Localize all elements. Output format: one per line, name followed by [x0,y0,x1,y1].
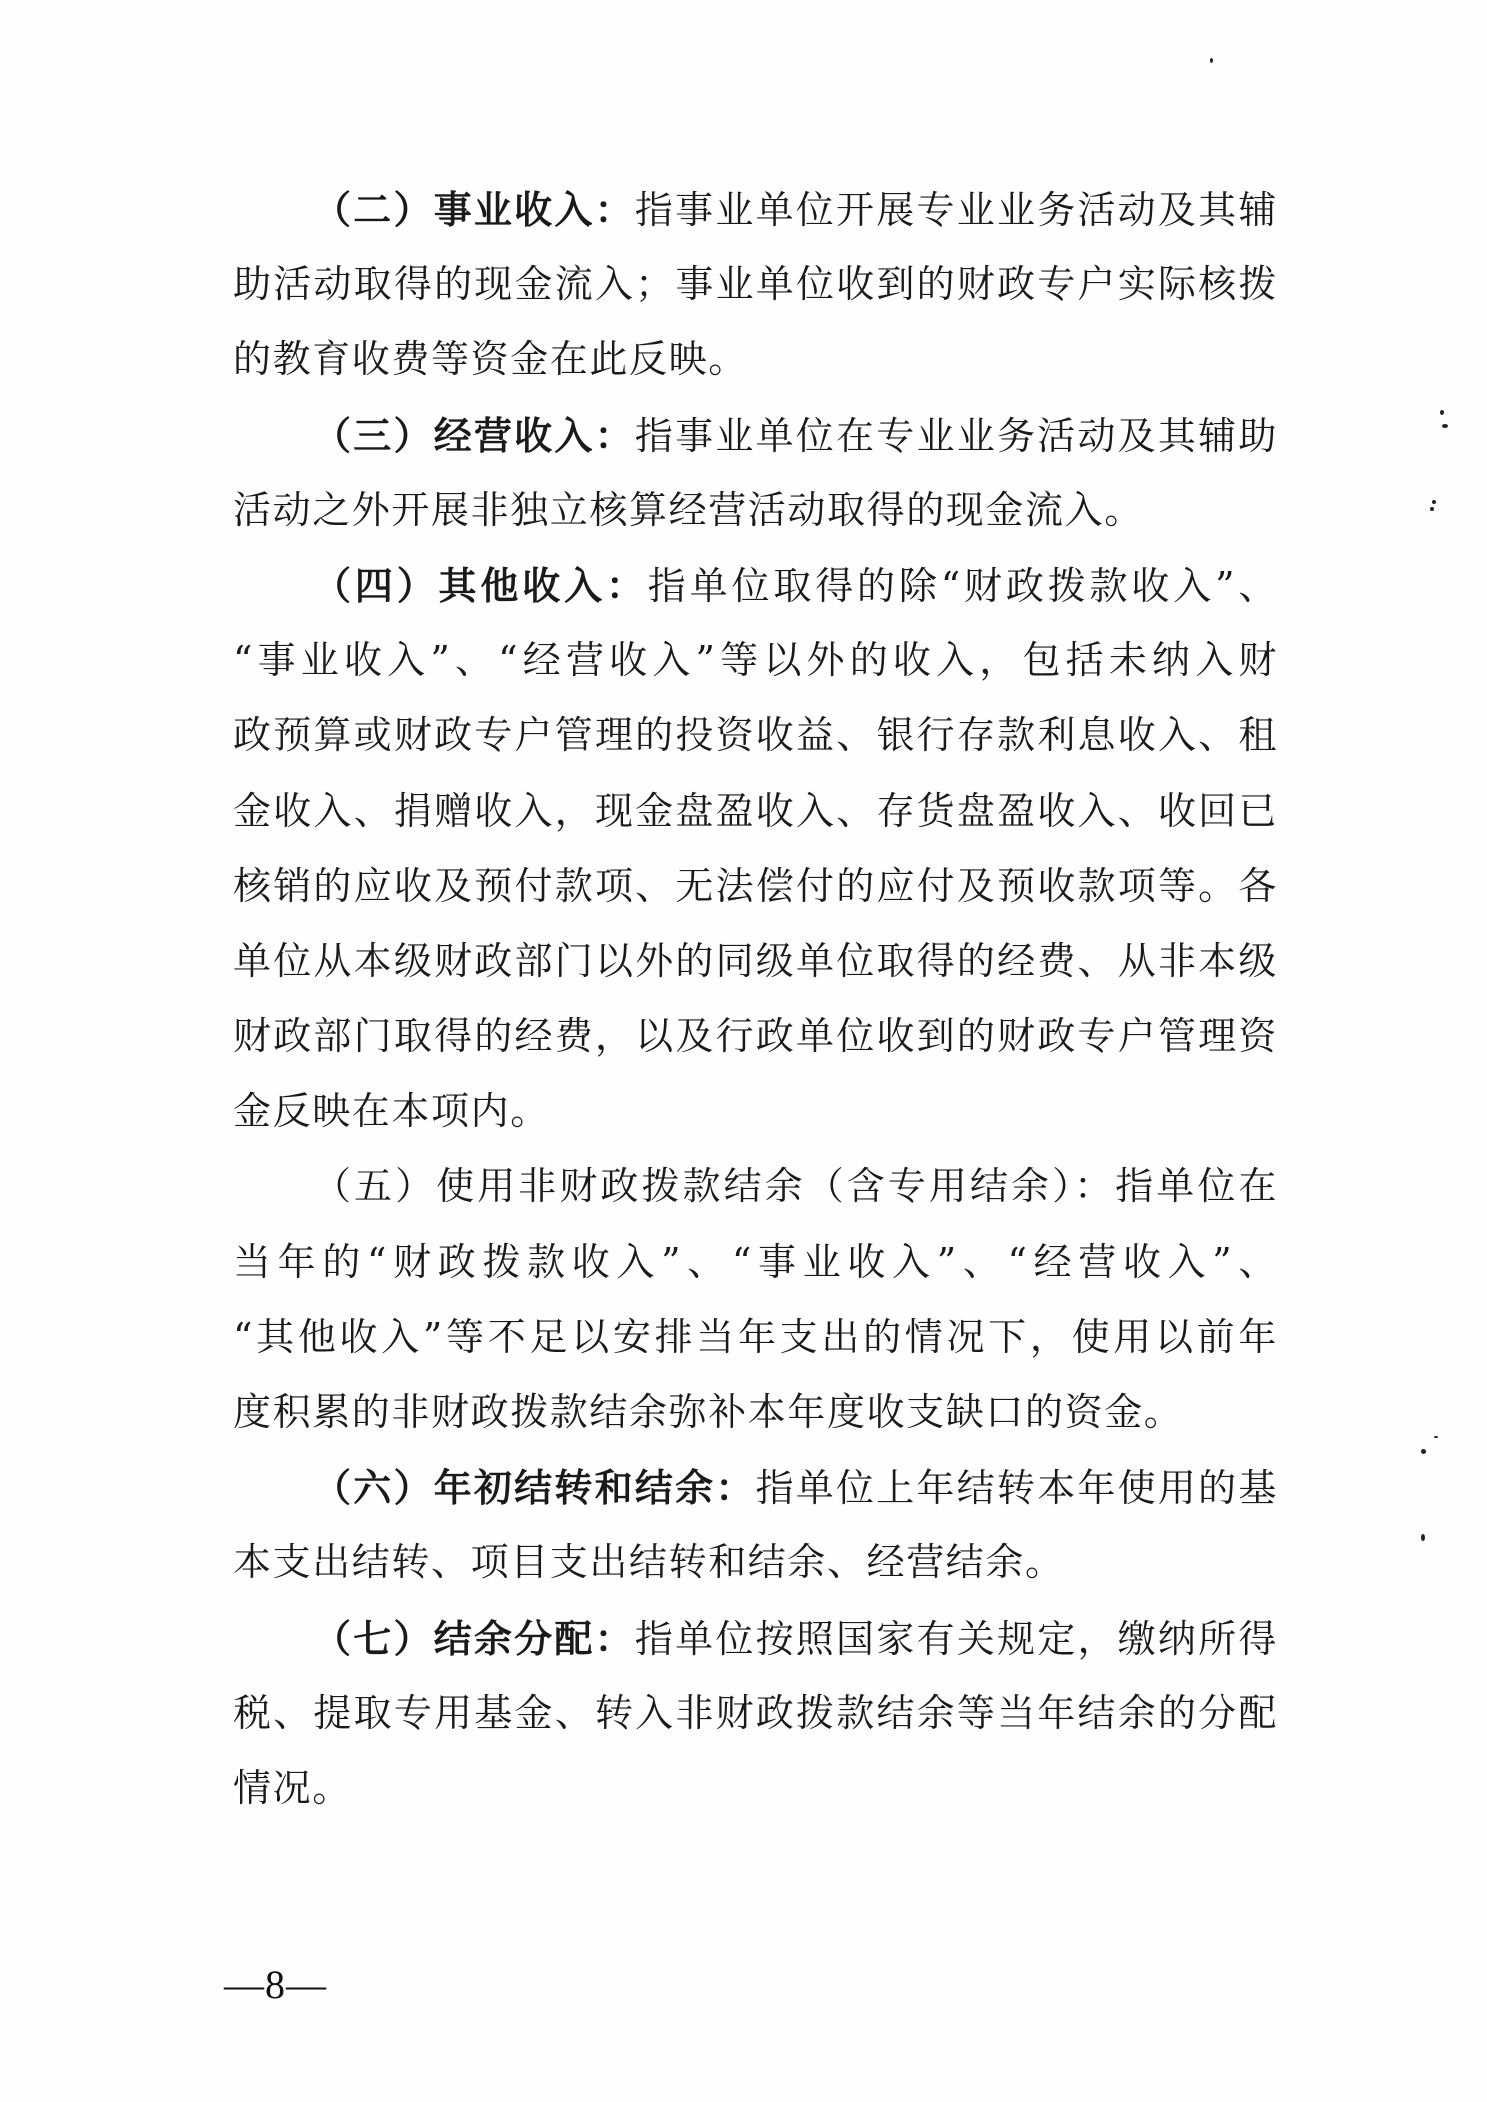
section-heading: （四）其他收入： [313,562,648,608]
text-line [233,1074,1278,1149]
text-line [233,1450,1278,1525]
body-text: 度积累的非财政拨款结余弥补本年度收支缺口的资金。 [233,1390,1184,1434]
text-line [233,924,1278,999]
paragraph-7 [233,1601,1278,1827]
body-text: 本支出结转、项目支出结转和结余、经营结余。 [233,1540,1065,1585]
scan-speck [1210,58,1213,63]
body-text: “事业收入”、“经营收入”等以外的收入，包括未纳入财 [233,638,1278,683]
text-line [233,247,1278,322]
text-line [233,698,1278,773]
body-text: 核销的应收及预付款项、无法偿付的应付及预收款项等。各 [233,863,1278,908]
text-line [233,548,1278,623]
section-heading: （三）经营收入： [313,412,635,458]
document-body [233,172,1278,1826]
paragraph-4 [233,548,1278,1150]
text-line [233,1225,1278,1300]
paragraph-3 [233,398,1278,548]
scan-speck [1421,1534,1425,1541]
body-text: 的教育收费等资金在此反映。 [233,337,748,382]
text-line [233,623,1278,698]
text-line [233,774,1278,849]
text-line [233,473,1278,548]
scan-speck [1440,410,1444,415]
body-text: 金收入、捐赠收入，现金盘盈收入、存货盘盈收入、收回已 [233,788,1278,833]
text-line [233,1751,1278,1826]
text-line [233,398,1278,473]
section-heading: （二）事业收入： [313,187,635,232]
text-line [233,322,1278,397]
text-line [233,999,1278,1074]
paragraph-6 [233,1450,1278,1600]
body-text: 情况。 [233,1765,352,1810]
text-line [233,1601,1278,1676]
text-line [233,1149,1278,1224]
paragraph-5 [233,1149,1278,1450]
page-number: —8— [224,1962,327,2007]
section-heading: （七）结余分配： [313,1615,635,1661]
body-text: 财政部门取得的经费，以及行政单位收到的财政专户管理资 [233,1014,1278,1059]
body-text: 指事业单位开展专业业务活动及其辅 [634,188,1278,232]
body-text: 单位从本级财政部门以外的同级单位取得的经费、从非本级 [233,938,1278,983]
body-text: 当年的“财政拨款收入”、“事业收入”、“经营收入”、 [233,1239,1278,1284]
scan-speck [1430,507,1434,511]
body-text: “其他收入”等不足以安排当年支出的情况下，使用以前年 [233,1314,1278,1359]
scan-speck [1434,1436,1438,1438]
paragraph-2 [233,172,1278,398]
body-text: 税、提取专用基金、转入非财政拨款结余等当年结余的分配 [233,1690,1278,1735]
scan-speck [1442,424,1448,428]
text-line [233,1300,1278,1375]
text-line [233,1676,1278,1751]
text-line [233,1525,1278,1600]
body-text: 指事业单位在专业业务活动及其辅助 [634,413,1278,458]
body-text: 指单位取得的除“财政拨款收入”、 [647,563,1278,608]
scan-speck [1421,1449,1426,1454]
body-text: 政预算或财政专户管理的投资收益、银行存款利息收入、租 [233,713,1278,758]
section-heading: （六）年初结转和结余： [313,1465,756,1511]
text-line [233,849,1278,924]
body-text: （五）使用非财政拨款结余（含专用结余）：指单位在 [313,1164,1278,1209]
text-line [233,1375,1278,1450]
scan-speck [1432,500,1436,504]
body-text: 金反映在本项内。 [233,1089,550,1134]
body-text: 活动之外开展非独立核算经营活动取得的现金流入。 [233,487,1144,532]
body-text: 指单位按照国家有关规定，缴纳所得 [634,1616,1278,1661]
body-text: 指单位上年结转本年使用的基 [755,1466,1278,1511]
text-line [233,172,1278,247]
body-text: 助活动取得的现金流入；事业单位收到的财政专户实际核拨 [233,262,1278,307]
